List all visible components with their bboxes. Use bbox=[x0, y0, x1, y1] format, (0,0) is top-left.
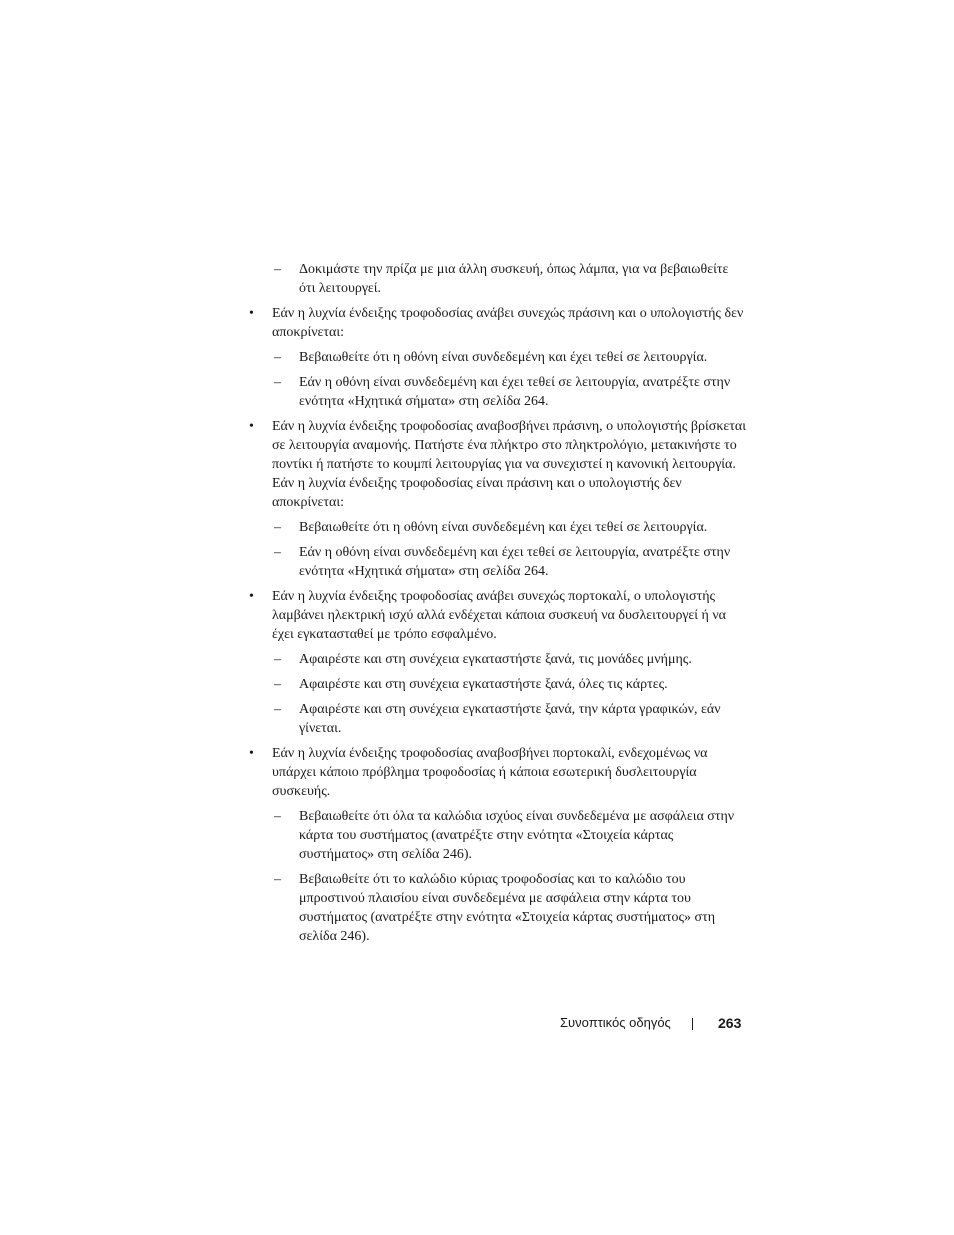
list-item-text: Βεβαιωθείτε ότι η οθόνη είναι συνδεδεμένη και έχει τεθεί σε λειτουργία. bbox=[299, 350, 708, 365]
bullet-item bbox=[248, 744, 748, 801]
list-item-text: Δοκιμάστε την πρίζα με μια άλλη συσκευή, όπως λάμπα, για να βεβαιωθείτε ότι λειτουργεί. bbox=[299, 262, 729, 296]
list-item bbox=[248, 373, 748, 411]
page-number: 263 bbox=[718, 1015, 742, 1031]
dash-marker: – bbox=[274, 872, 281, 887]
dash-marker: – bbox=[274, 545, 281, 560]
sub-list bbox=[248, 650, 748, 738]
bullet-marker: • bbox=[249, 419, 254, 434]
bullet-marker: • bbox=[249, 589, 254, 604]
sub-list bbox=[248, 518, 748, 581]
bullet-item bbox=[248, 304, 748, 342]
page-content bbox=[248, 260, 748, 952]
dash-marker: – bbox=[274, 350, 281, 365]
list-item bbox=[248, 807, 748, 864]
bullet-text: Εάν η λυχνία ένδειξης τροφοδοσίας αναβοσβήνει πορτοκαλί, ενδεχομένως να υπάρχει κάποιο πρόβλημα τροφοδοσίας ή κάποια εσωτερική δυσλειτουργία συσκευής. bbox=[272, 746, 708, 799]
bullet-item bbox=[248, 587, 748, 644]
bullet-text: Εάν η λυχνία ένδειξης τροφοδοσίας αναβοσβήνει πράσινη, ο υπολογιστής βρίσκεται σε λειτουργία αναμονής. Πατήστε ένα πλήκτρο στο πληκτρολόγιο, μετακινήστε το ποντίκι ή πατήστε το κουμπί λειτουργίας για να συνεχιστεί η κανονική λειτουργία. Εάν η λυχνία ένδειξης τροφοδοσίας είναι πράσινη και ο υπολογιστής δεν αποκρίνεται: bbox=[272, 419, 746, 510]
dash-marker: – bbox=[274, 677, 281, 692]
list-item bbox=[248, 543, 748, 581]
list-item-text: Βεβαιωθείτε ότι η οθόνη είναι συνδεδεμένη και έχει τεθεί σε λειτουργία. bbox=[299, 520, 708, 535]
footer-title: Συνοπτικός οδηγός bbox=[560, 1015, 671, 1030]
list-item bbox=[248, 260, 748, 298]
sub-list bbox=[248, 348, 748, 411]
list-item bbox=[248, 675, 748, 694]
dash-marker: – bbox=[274, 262, 281, 277]
bullet-text: Εάν η λυχνία ένδειξης τροφοδοσίας ανάβει συνεχώς πράσινη και ο υπολογιστής δεν αποκρίνεται: bbox=[272, 306, 744, 340]
dash-marker: – bbox=[274, 809, 281, 824]
bullet-item bbox=[248, 417, 748, 512]
dash-marker: – bbox=[274, 375, 281, 390]
sub-list bbox=[248, 807, 748, 946]
bullet-text: Εάν η λυχνία ένδειξης τροφοδοσίας ανάβει συνεχώς πορτοκαλί, ο υπολογιστής λαμβάνει ηλεκτρική ισχύ αλλά ενδέχεται κάποια συσκευή να δυσλειτουργεί ή να έχει εγκατασταθεί με τρόπο εσφαλμένο. bbox=[272, 589, 727, 642]
list-item-text: Βεβαιωθείτε ότι όλα τα καλώδια ισχύος είναι συνδεδεμένα με ασφάλεια στην κάρτα του συστήματος (ανατρέξτε στην ενότητα «Στοιχεία κάρτας συστήματος» στη σελίδα 246). bbox=[299, 809, 735, 862]
list-item-text: Βεβαιωθείτε ότι το καλώδιο κύριας τροφοδοσίας και το καλώδιο του μπροστινού πλαισίου είναι συνδεδεμένα με ασφάλεια στην κάρτα του συστήματος (ανατρέξτε στην ενότητα «Στοιχεία κάρτας συστήματος» στη σελίδα 246). bbox=[299, 872, 716, 944]
list-item-text: Αφαιρέστε και στη συνέχεια εγκαταστήστε ξανά, τις μονάδες μνήμης. bbox=[299, 652, 692, 667]
dash-marker: – bbox=[274, 520, 281, 535]
list-item-text: Εάν η οθόνη είναι συνδεδεμένη και έχει τεθεί σε λειτουργία, ανατρέξτε στην ενότητα «Ηχητικά σήματα» στη σελίδα 264. bbox=[299, 375, 731, 409]
list-item-text: Αφαιρέστε και στη συνέχεια εγκαταστήστε ξανά, την κάρτα γραφικών, εάν γίνεται. bbox=[299, 702, 721, 736]
dash-marker: – bbox=[274, 652, 281, 667]
list-item bbox=[248, 700, 748, 738]
bullet-marker: • bbox=[249, 746, 254, 761]
dash-marker: – bbox=[274, 702, 281, 717]
list-item bbox=[248, 518, 748, 537]
list-item bbox=[248, 870, 748, 946]
list-item-text: Εάν η οθόνη είναι συνδεδεμένη και έχει τεθεί σε λειτουργία, ανατρέξτε στην ενότητα «Ηχητικά σήματα» στη σελίδα 264. bbox=[299, 545, 731, 579]
list-item bbox=[248, 650, 748, 669]
list-item-text: Αφαιρέστε και στη συνέχεια εγκαταστήστε ξανά, όλες τις κάρτες. bbox=[299, 677, 668, 692]
bullet-marker: • bbox=[249, 306, 254, 321]
footer-separator bbox=[692, 1018, 693, 1030]
list-item bbox=[248, 348, 748, 367]
